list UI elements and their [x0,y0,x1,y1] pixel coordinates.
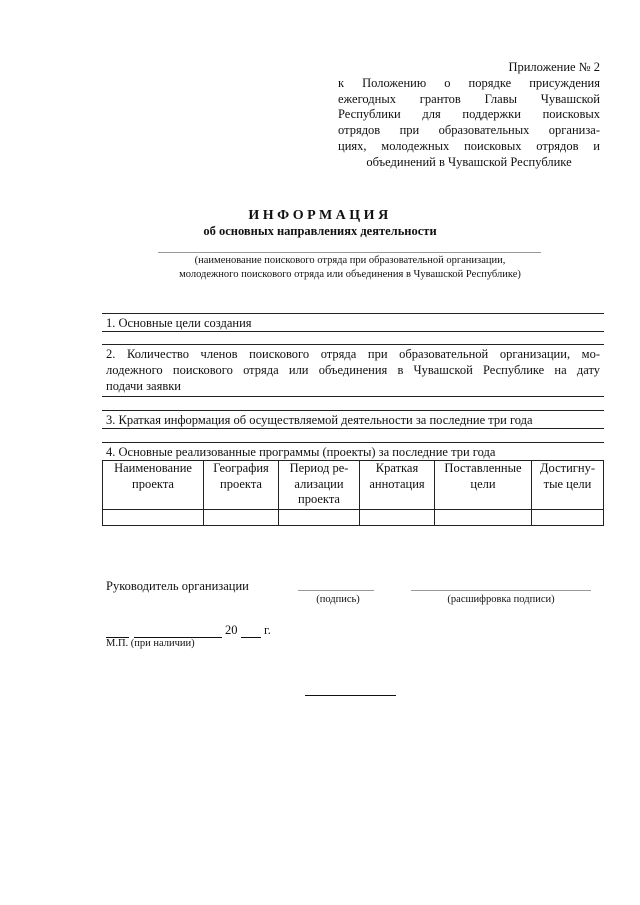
section-rule [102,331,604,332]
header-text: ализации [294,476,344,491]
header-cell-annotation [360,461,435,510]
header-text: тые цели [543,476,592,491]
table-cell[interactable] [279,510,360,526]
section-members-line: лодежного поискового отряда или объединения в Чувашской Республике на дату [106,363,600,377]
signature-line[interactable] [298,590,374,591]
date-year-suffix: г. [264,623,271,637]
header-text: Период ре- [289,461,349,475]
organization-name-hint [140,254,560,281]
header-text: Краткая [375,461,419,475]
header-text: Достигну- [539,461,596,475]
signature-label: Руководитель организации [106,579,249,593]
appendix-line: к Положению о порядке присуждения [338,75,600,90]
header-cell-name [103,461,204,510]
header-text: цели [470,476,496,491]
section-activity: 3. Краткая информация об осуществляемой деятельности за последние три года [106,413,533,427]
section-members-line: подачи заявки [106,379,181,393]
section-programs: 4. Основные реализованные программы (проекты) за последние три года [106,445,496,459]
header-cell-geography [204,461,279,510]
section-rule [102,313,604,314]
header-cell-period [279,461,360,510]
header-text: проекта [298,492,340,506]
organization-name-line [158,252,541,253]
appendix-line: объединений в Чувашской Республике [366,154,572,169]
appendix-block [338,60,600,171]
appendix-line: циях, молодежных поисковых отрядов и [338,138,600,153]
stamp-note: М.П. (при наличии) [106,638,195,649]
signature-decode-line[interactable] [411,590,591,591]
table-cell[interactable] [435,510,532,526]
table-cell[interactable] [532,510,604,526]
table-cell[interactable] [360,510,435,526]
section-rule [102,428,604,429]
document-subtitle: об основных направлениях деятельности [203,224,437,238]
header-text: проекта [220,476,262,491]
section-rule [102,396,604,397]
header-text: Наименование [114,461,192,475]
appendix-line: отрядов при образовательных организа- [338,123,600,138]
table-cell[interactable] [103,510,204,526]
document-title: ИНФОРМАЦИЯ [248,208,392,223]
signature-decode-hint: (расшифровка подписи) [447,594,555,605]
section-goals: 1. Основные цели создания [106,316,252,330]
signature-hint: (подпись) [316,594,360,605]
section-members [106,346,600,394]
section-rule [102,410,604,411]
date-year-prefix: 20 [225,623,238,637]
appendix-number: Приложение № 2 [508,60,600,74]
header-text: аннотация [369,476,425,491]
section-members-line: 2. Количество членов поискового отряда при образовательной организации, мо- [106,347,600,361]
header-cell-goals-set [435,461,532,510]
projects-table [102,460,604,526]
name-hint-line: (наименование поискового отряда при образовательной организации, [194,255,506,266]
table-cell[interactable] [204,510,279,526]
header-text: География [213,461,269,475]
end-separator [305,695,396,696]
header-text: проекта [132,476,174,491]
table-row [103,510,604,526]
date-year-line[interactable] [241,637,261,638]
header-text: Поставленные [444,461,522,475]
appendix-line: Республики для поддержки поисковых [338,107,600,122]
name-hint-line: молодежного поискового отряда или объединения в Чувашской Республике) [179,268,521,280]
header-cell-goals-achieved [532,461,604,510]
section-rule [102,442,604,443]
section-rule [102,344,604,345]
appendix-line: ежегодных грантов Главы Чувашской [338,91,600,106]
table-header-row [103,461,604,510]
